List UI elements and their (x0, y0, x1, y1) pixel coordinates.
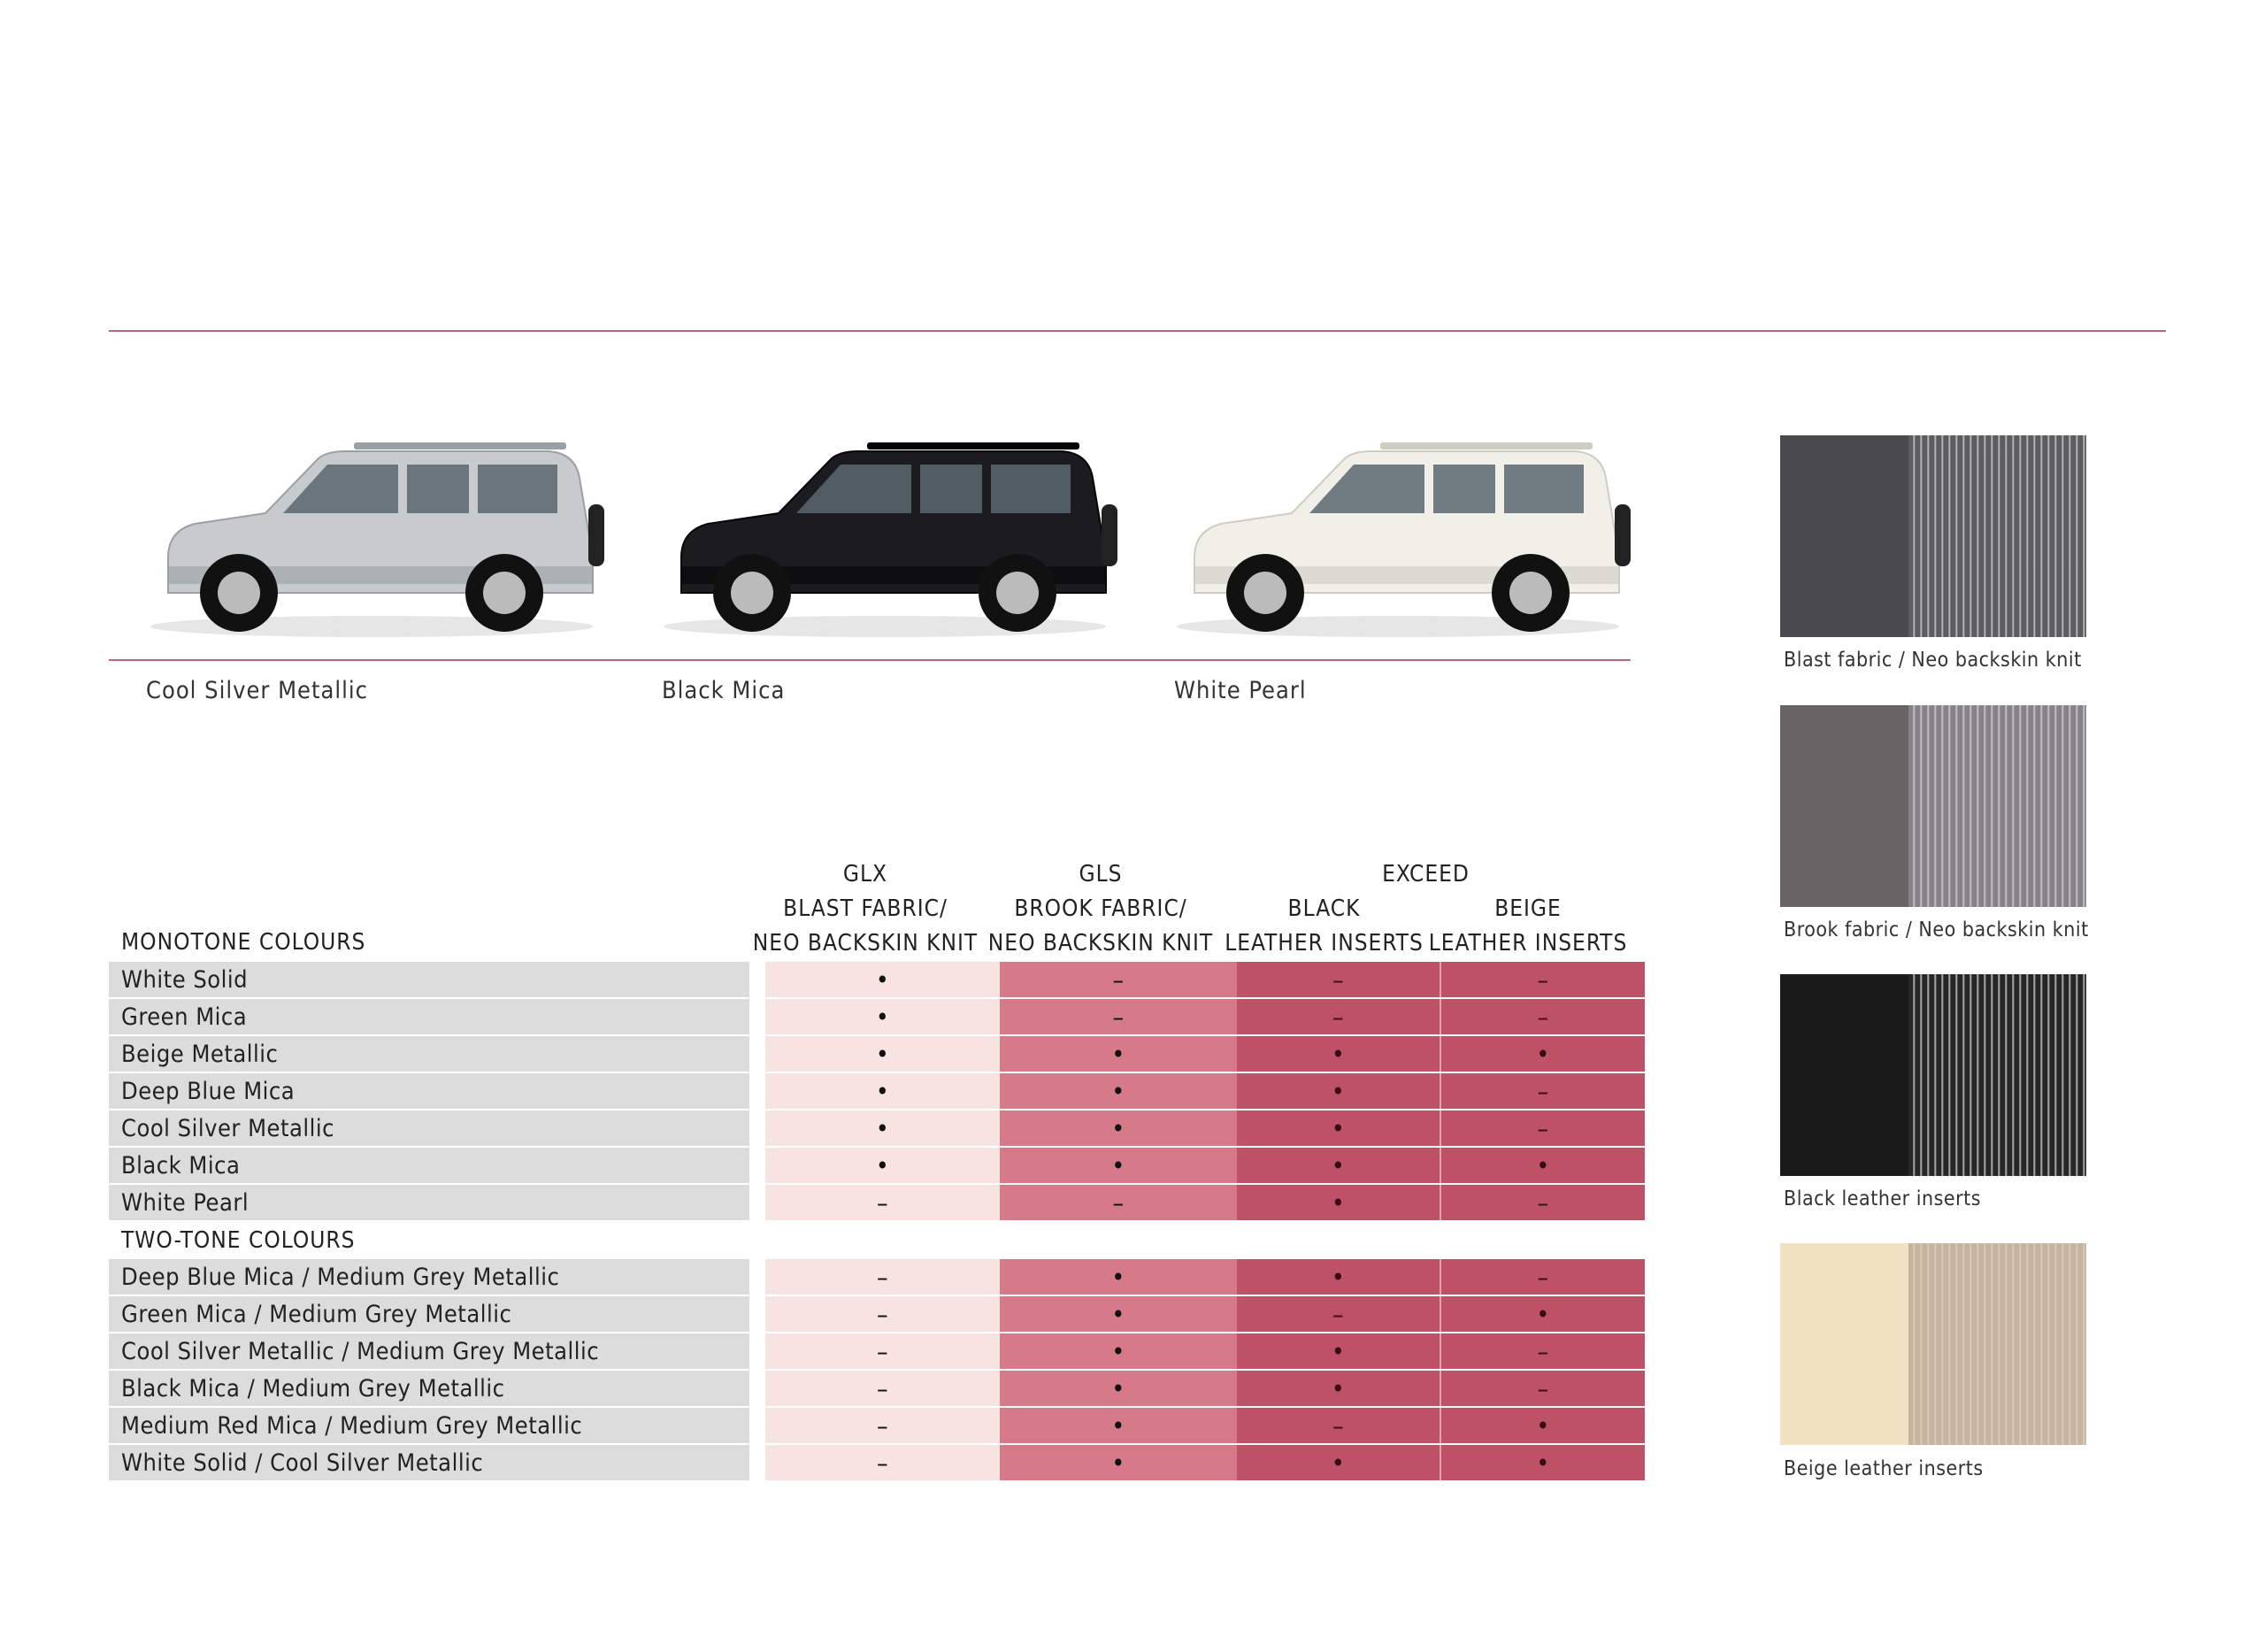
section-monotone: MONOTONE COLOURS (121, 929, 366, 956)
colour-name: White Solid / Cool Silver Metallic (109, 1444, 757, 1481)
availability-mark: – (876, 1448, 889, 1478)
swatch-fabric-plain (1780, 1243, 1908, 1445)
header-beige-sub2: LEATHER INSERTS (1428, 930, 1628, 957)
availability-cell (757, 1370, 1000, 1407)
colour-name: White Solid (109, 962, 757, 998)
table-row (109, 1295, 1645, 1333)
availability-mark: – (1332, 1410, 1345, 1441)
availability-mark: – (876, 1410, 889, 1441)
availability-cell (757, 1444, 1000, 1481)
availability-cell (1237, 1035, 1440, 1072)
table-row (109, 998, 1645, 1035)
availability-mark: – (1112, 1187, 1125, 1218)
table-row (109, 1035, 1645, 1072)
availability-cell (757, 1110, 1000, 1147)
availability-cell (757, 1333, 1000, 1370)
availability-cell (1000, 1295, 1237, 1333)
availability-cell (757, 962, 1000, 998)
swatch-fabric-plain (1780, 705, 1908, 907)
header-exceed: EXCEED (1382, 861, 1470, 887)
header-black-leather (1222, 892, 1426, 961)
availability-cell (1440, 1147, 1645, 1184)
availability-cell (1000, 1407, 1237, 1444)
header-beige-leather (1426, 892, 1630, 961)
availability-cell (1237, 1295, 1440, 1333)
availability-mark: • (1536, 1299, 1550, 1329)
car-image-1 (133, 425, 610, 646)
trim-label-black-leather: Black leather inserts (1784, 1187, 1982, 1210)
availability-cell (757, 1407, 1000, 1444)
availability-cell (757, 1259, 1000, 1295)
trim-label-blast: Blast fabric / Neo backskin knit (1784, 649, 2082, 672)
table-row (109, 1370, 1645, 1407)
availability-mark: • (1536, 1410, 1550, 1441)
availability-mark: – (1332, 1299, 1345, 1329)
header-gls-grade: GLS (1079, 861, 1123, 887)
availability-mark: • (875, 1039, 890, 1069)
colour-name: Black Mica / Medium Grey Metallic (109, 1370, 757, 1407)
availability-mark: – (1537, 964, 1549, 995)
availability-mark: – (1537, 1373, 1549, 1403)
availability-cell (1000, 962, 1237, 998)
colour-table (109, 962, 1645, 1482)
header-glx-grade: GLX (842, 861, 888, 887)
availability-mark: • (1331, 1039, 1346, 1069)
header-glx (741, 857, 989, 961)
availability-mark: – (1112, 1002, 1125, 1032)
colour-name: Beige Metallic (109, 1035, 757, 1072)
availability-cell (757, 998, 1000, 1035)
availability-mark: • (1331, 1448, 1346, 1478)
table-row (109, 1444, 1645, 1481)
car-label-3: White Pearl (1174, 677, 1307, 704)
availability-mark: • (1111, 1113, 1125, 1143)
trim-swatch-beige-leather (1780, 1243, 2086, 1445)
car-image-2 (646, 425, 1124, 646)
top-rule (109, 330, 2166, 332)
availability-mark: • (1536, 1448, 1550, 1478)
availability-mark: – (1332, 1002, 1345, 1032)
swatch-fabric-pattern (1908, 705, 2086, 907)
table-row (109, 1072, 1645, 1110)
availability-cell (1000, 1370, 1237, 1407)
availability-cell (1000, 1184, 1237, 1221)
availability-cell (1440, 1407, 1645, 1444)
availability-cell (1440, 1072, 1645, 1110)
header-black-sub2: LEATHER INSERTS (1225, 930, 1424, 957)
availability-mark: • (875, 1076, 890, 1106)
availability-cell (757, 1295, 1000, 1333)
table-row (109, 1147, 1645, 1184)
availability-mark: • (1536, 1039, 1550, 1069)
table-row (109, 1110, 1645, 1147)
availability-mark: • (1111, 1039, 1125, 1069)
table-row (109, 1259, 1645, 1295)
availability-cell (1000, 1259, 1237, 1295)
table-row (109, 1333, 1645, 1370)
availability-cell (1440, 1259, 1645, 1295)
availability-cell (1000, 1035, 1237, 1072)
availability-mark: • (1331, 1373, 1346, 1403)
availability-cell (1237, 1072, 1440, 1110)
availability-mark: – (876, 1336, 889, 1366)
availability-cell (1237, 1333, 1440, 1370)
availability-cell (1440, 1333, 1645, 1370)
table-row (109, 1407, 1645, 1444)
availability-cell (1237, 1259, 1440, 1295)
availability-mark: – (1537, 1076, 1549, 1106)
trim-swatch-blast (1780, 435, 2086, 637)
swatch-fabric-pattern (1908, 1243, 2086, 1445)
availability-mark: – (1112, 964, 1125, 995)
car-label-1: Cool Silver Metallic (146, 677, 369, 704)
header-glx-sub2: NEO BACKSKIN KNIT (752, 930, 979, 957)
availability-cell (1000, 1333, 1237, 1370)
header-gls-sub2: NEO BACKSKIN KNIT (987, 930, 1214, 957)
availability-cell (757, 1072, 1000, 1110)
header-beige-sub1: BEIGE (1494, 895, 1562, 922)
colour-name: White Pearl (109, 1184, 757, 1221)
trim-label-beige-leather: Beige leather inserts (1784, 1457, 1984, 1480)
colour-name: Green Mica (109, 998, 757, 1035)
availability-mark: • (875, 964, 890, 995)
colour-name: Deep Blue Mica / Medium Grey Metallic (109, 1259, 757, 1295)
availability-mark: • (1111, 1076, 1125, 1106)
swatch-fabric-plain (1780, 435, 1908, 637)
availability-mark: – (1537, 1187, 1549, 1218)
swatch-fabric-plain (1780, 974, 1908, 1176)
availability-mark: • (1331, 1336, 1346, 1366)
section-row (109, 1221, 1645, 1259)
availability-mark: • (1331, 1262, 1346, 1292)
availability-cell (1237, 1444, 1440, 1481)
availability-cell (1440, 962, 1645, 998)
availability-mark: – (1332, 964, 1345, 995)
availability-mark: • (1331, 1113, 1346, 1143)
availability-cell (1237, 1184, 1440, 1221)
availability-cell (1440, 1295, 1645, 1333)
colour-name: Cool Silver Metallic (109, 1110, 757, 1147)
availability-cell (1000, 1072, 1237, 1110)
availability-cell (1000, 998, 1237, 1035)
availability-mark: • (1331, 1187, 1346, 1218)
availability-mark: • (875, 1150, 890, 1180)
availability-mark: – (876, 1373, 889, 1403)
availability-mark: • (1111, 1448, 1125, 1478)
availability-cell (1440, 998, 1645, 1035)
table-row (109, 962, 1645, 998)
availability-mark: – (1537, 1262, 1549, 1292)
colour-name: Cool Silver Metallic / Medium Grey Metallic (109, 1333, 757, 1370)
swatch-fabric-pattern (1908, 974, 2086, 1176)
availability-mark: – (876, 1299, 889, 1329)
car-label-2: Black Mica (662, 677, 786, 704)
colour-name: Deep Blue Mica (109, 1072, 757, 1110)
availability-cell (1440, 1444, 1645, 1481)
swatch-fabric-pattern (1908, 435, 2086, 637)
availability-mark: • (875, 1002, 890, 1032)
availability-mark: • (1111, 1336, 1125, 1366)
availability-cell (757, 1147, 1000, 1184)
availability-mark: • (875, 1113, 890, 1143)
availability-mark: • (1111, 1410, 1125, 1441)
availability-cell (1237, 1147, 1440, 1184)
availability-mark: • (1111, 1262, 1125, 1292)
trim-swatch-black-leather (1780, 974, 2086, 1176)
availability-cell (1000, 1444, 1237, 1481)
availability-cell (1237, 962, 1440, 998)
availability-mark: – (1537, 1336, 1549, 1366)
header-glx-sub1: BLAST FABRIC/ (783, 895, 948, 922)
colour-name: Green Mica / Medium Grey Metallic (109, 1295, 757, 1333)
availability-mark: • (1111, 1299, 1125, 1329)
availability-cell (1237, 1370, 1440, 1407)
car-image-3 (1159, 425, 1637, 646)
header-gls (979, 857, 1222, 961)
availability-mark: • (1331, 1150, 1346, 1180)
availability-mark: • (1111, 1150, 1125, 1180)
availability-mark: – (1537, 1002, 1549, 1032)
header-black-sub1: BLACK (1287, 895, 1361, 922)
header-gls-sub1: BROOK FABRIC/ (1014, 895, 1187, 922)
car-rule (109, 659, 1631, 661)
trim-swatch-brook (1780, 705, 2086, 907)
availability-cell (757, 1035, 1000, 1072)
availability-cell (1237, 1407, 1440, 1444)
availability-mark: • (1331, 1076, 1346, 1106)
table-row (109, 1184, 1645, 1221)
availability-mark: • (1536, 1150, 1550, 1180)
availability-mark: – (876, 1187, 889, 1218)
availability-cell (1440, 1035, 1645, 1072)
colour-name: Medium Red Mica / Medium Grey Metallic (109, 1407, 757, 1444)
availability-mark: • (1111, 1373, 1125, 1403)
availability-cell (1000, 1147, 1237, 1184)
colour-name: Black Mica (109, 1147, 757, 1184)
availability-cell (1237, 998, 1440, 1035)
availability-cell (1000, 1110, 1237, 1147)
availability-mark: – (876, 1262, 889, 1292)
availability-cell (1440, 1184, 1645, 1221)
availability-cell (1440, 1110, 1645, 1147)
trim-label-brook: Brook fabric / Neo backskin knit (1784, 918, 2089, 941)
availability-cell (1440, 1370, 1645, 1407)
availability-cell (1237, 1110, 1440, 1147)
section-twotone: TWO-TONE COLOURS (109, 1221, 1645, 1259)
availability-mark: – (1537, 1113, 1549, 1143)
availability-cell (757, 1184, 1000, 1221)
